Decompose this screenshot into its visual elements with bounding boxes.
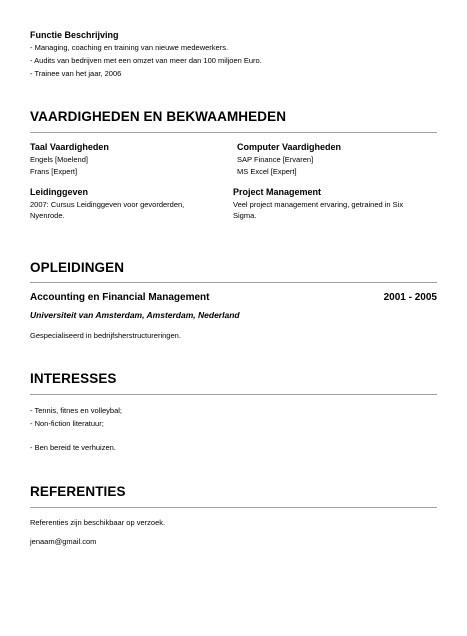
interests-heading: INTERESSES [30, 371, 117, 386]
computer-skill: MS Excel [Expert] [237, 167, 297, 176]
interest-item: - Ben bereid te verhuizen. [30, 443, 116, 452]
section-divider [30, 507, 437, 508]
university-name: Universiteit van Amsterdam, Amsterdam, Nederland [30, 310, 240, 320]
job-description-item: - Trainee van het jaar, 2006 [30, 69, 122, 78]
education-heading: OPLEIDINGEN [30, 260, 125, 275]
job-description-item: - Managing, coaching en training van nieuwe medewerkers. [30, 43, 229, 52]
project-management-title: Project Management [233, 187, 322, 197]
section-divider [30, 282, 437, 283]
language-skill: Engels [Moelend] [30, 155, 88, 164]
interest-item: - Non-fiction literatuur; [30, 419, 104, 428]
skills-heading: VAARDIGHEDEN EN BEKWAAMHEDEN [30, 109, 287, 124]
language-skills-title: Taal Vaardigheden [30, 142, 109, 152]
education-note: Gespecialiseerd in bedrijfsherstructureringen. [30, 331, 181, 340]
language-skill: Frans [Expert] [30, 167, 78, 176]
degree-years: 2001 - 2005 [383, 292, 437, 303]
degree-title: Accounting en Financial Management [30, 292, 210, 303]
section-divider [30, 394, 437, 395]
project-management-text: Veel project management ervaring, getrained in Six Sigma. [233, 200, 404, 220]
computer-skill: SAP Finance [Ervaren] [237, 155, 314, 164]
references-heading: REFERENTIES [30, 484, 126, 499]
job-description-title: Functie Beschrijving [30, 30, 119, 40]
section-divider [30, 132, 437, 133]
email-address: jenaam@gmail.com [30, 537, 97, 546]
job-description-item: - Audits van bedrijven met een omzet van meer dan 100 miljoen Euro. [30, 56, 262, 65]
leadership-title: Leidinggeven [30, 187, 89, 197]
leadership-text: 2007: Cursus Leidinggeven voor gevorderden, Nyenrode. [30, 200, 185, 220]
references-text: Referenties zijn beschikbaar op verzoek. [30, 518, 166, 527]
interest-item: - Tennis, fitnes en volleybal; [30, 406, 122, 415]
computer-skills-title: Computer Vaardigheden [237, 142, 342, 152]
